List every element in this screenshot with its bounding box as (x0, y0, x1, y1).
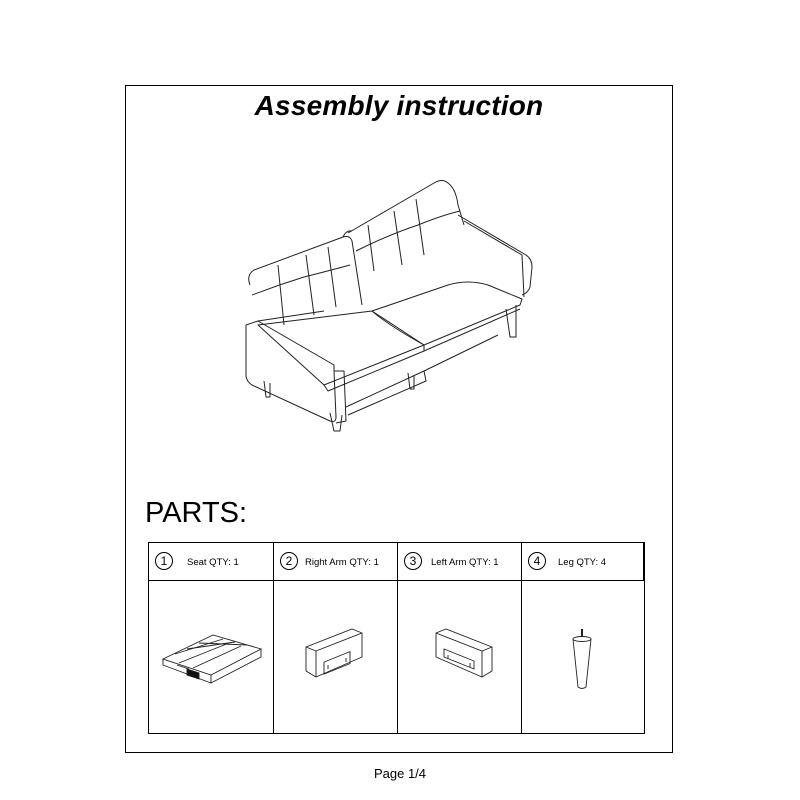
parts-table (148, 542, 645, 734)
seat-icon (159, 629, 263, 689)
part-image-cell-leg (522, 581, 644, 733)
part-header-leg (522, 543, 644, 581)
sofa-illustration (238, 175, 538, 435)
left-arm-icon (426, 625, 496, 681)
part-image-cell-right-arm (274, 581, 398, 733)
parts-heading: PARTS: (145, 497, 248, 529)
part-header-right-arm (274, 543, 398, 581)
part-image-cell-seat (149, 581, 274, 733)
part-number: 2 (280, 552, 298, 570)
part-number: 3 (404, 552, 422, 570)
part-label: Seat QTY: 1 (187, 557, 239, 568)
page-number: Page 1/4 (373, 766, 427, 781)
part-label: Left Arm QTY: 1 (431, 557, 499, 568)
part-header-left-arm (398, 543, 522, 581)
part-label: Leg QTY: 4 (558, 557, 607, 568)
part-header-seat (149, 543, 274, 581)
part-number: 1 (155, 552, 173, 570)
right-arm-icon (302, 625, 372, 681)
leg-icon (570, 627, 596, 693)
part-image-cell-left-arm (398, 581, 522, 733)
page-title: Assembly instruction (254, 90, 544, 121)
part-number: 4 (528, 552, 546, 570)
part-label: Right Arm QTY: 1 (305, 557, 379, 568)
